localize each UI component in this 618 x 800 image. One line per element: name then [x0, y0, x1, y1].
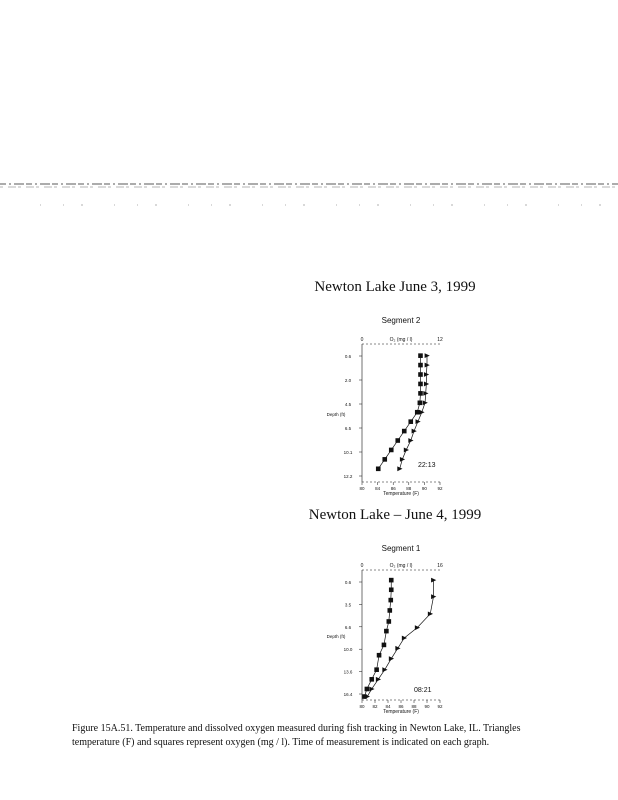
x-axis-label-top: O₂ (mg / l): [389, 563, 413, 569]
oxygen-series-line: [378, 356, 420, 469]
y-tick-label: 13.6: [343, 669, 353, 675]
x-axis-label-bottom: Temperature (F): [383, 491, 419, 497]
temperature-point: [382, 667, 387, 672]
oxygen-point: [415, 410, 420, 415]
y-axis-label: Depth (ft): [326, 634, 346, 639]
oxygen-point: [418, 363, 423, 368]
caption-line-1: Figure 15A.51. Temperature and dissolved oxygen measured during fish tracking in Newton Lake, IL. Triangles: [72, 723, 521, 734]
oxygen-point: [387, 608, 392, 613]
chart-title-june-3: Newton Lake June 3, 1999: [314, 279, 476, 295]
x-tick-label-bottom: 86: [398, 704, 404, 709]
x-tick-label-bottom: 84: [385, 704, 391, 709]
y-tick-label: 6.5: [344, 426, 352, 431]
temperature-point: [376, 677, 381, 682]
oxygen-point: [418, 382, 423, 387]
temperature-point: [419, 410, 424, 415]
oxygen-point: [389, 578, 394, 583]
y-tick-label: 2.0: [344, 378, 352, 383]
oxygen-point: [395, 438, 400, 443]
temperature-point: [389, 656, 394, 661]
measurement-time-label: 22:13: [418, 462, 436, 469]
oxygen-point: [365, 687, 370, 692]
oxygen-point: [384, 629, 389, 634]
oxygen-point: [418, 401, 423, 406]
y-tick-label: 12.2: [343, 474, 353, 479]
y-axis-label: Depth (ft): [326, 412, 346, 417]
x-tick-label-bottom: 90: [421, 486, 427, 491]
y-tick-label: 10.1: [343, 450, 353, 455]
temperature-point: [416, 419, 421, 424]
x-axis-label-bottom: Temperature (F): [383, 709, 419, 715]
x-tick-label-bottom: 80: [359, 704, 365, 709]
oxygen-point: [374, 667, 379, 672]
x-tick-label-bottom: 86: [390, 486, 396, 491]
caption-line-2: temperature (F) and squares represent oxygen (mg / l). Time of measurement is indicated on each graph.: [72, 737, 490, 748]
chart-subtitle: Segment 1: [381, 544, 421, 553]
temperature-point: [412, 429, 417, 434]
x-axis-label-top: O₂ (mg / l): [389, 337, 413, 343]
y-tick-label: 0.6: [344, 354, 352, 359]
temperature-point: [369, 687, 374, 692]
oxygen-point: [377, 653, 382, 658]
oxygen-point: [388, 598, 393, 603]
temperature-point: [404, 448, 409, 453]
temperature-point: [395, 646, 400, 651]
y-tick-label: 10.0: [343, 647, 353, 653]
y-tick-label: 4.5: [344, 402, 352, 407]
oxygen-point: [418, 372, 423, 377]
chart-subtitle: Segment 2: [381, 316, 421, 325]
oxygen-point: [418, 353, 423, 358]
x-tick-label-top: 12: [437, 337, 443, 343]
x-tick-label-bottom: 80: [359, 486, 365, 491]
y-tick-label: 0.6: [344, 580, 352, 585]
x-tick-label-top: 0: [360, 563, 364, 569]
x-tick-label-top: 16: [437, 563, 443, 569]
x-tick-label-bottom: 90: [424, 704, 430, 709]
oxygen-point: [408, 419, 413, 424]
oxygen-point: [402, 429, 407, 434]
chart-title-june-4: Newton Lake – June 4, 1999: [308, 507, 482, 523]
oxygen-point: [369, 677, 374, 682]
oxygen-point: [382, 643, 387, 648]
figure-caption: [72, 722, 618, 750]
y-tick-label: 6.6: [344, 624, 352, 630]
x-tick-label-bottom: 84: [375, 486, 381, 491]
measurement-time-label: 08:21: [414, 687, 432, 694]
oxygen-point: [362, 694, 367, 699]
temperature-point: [408, 438, 413, 443]
oxygen-point: [387, 619, 392, 624]
x-tick-label-bottom: 92: [437, 704, 443, 709]
temperature-point: [400, 457, 405, 462]
oxygen-point: [389, 587, 394, 592]
x-tick-label-bottom: 92: [437, 486, 443, 491]
oxygen-point: [418, 391, 423, 396]
x-tick-label-top: 0: [360, 337, 364, 343]
oxygen-point: [389, 448, 394, 453]
oxygen-point: [376, 467, 381, 472]
x-tick-label-bottom: 82: [372, 704, 378, 709]
y-tick-label: 16.4: [343, 692, 353, 697]
x-tick-label-bottom: 88: [411, 704, 417, 709]
y-tick-label: 3.5: [344, 602, 352, 608]
x-tick-label-bottom: 88: [406, 486, 412, 491]
oxygen-point: [382, 457, 387, 462]
